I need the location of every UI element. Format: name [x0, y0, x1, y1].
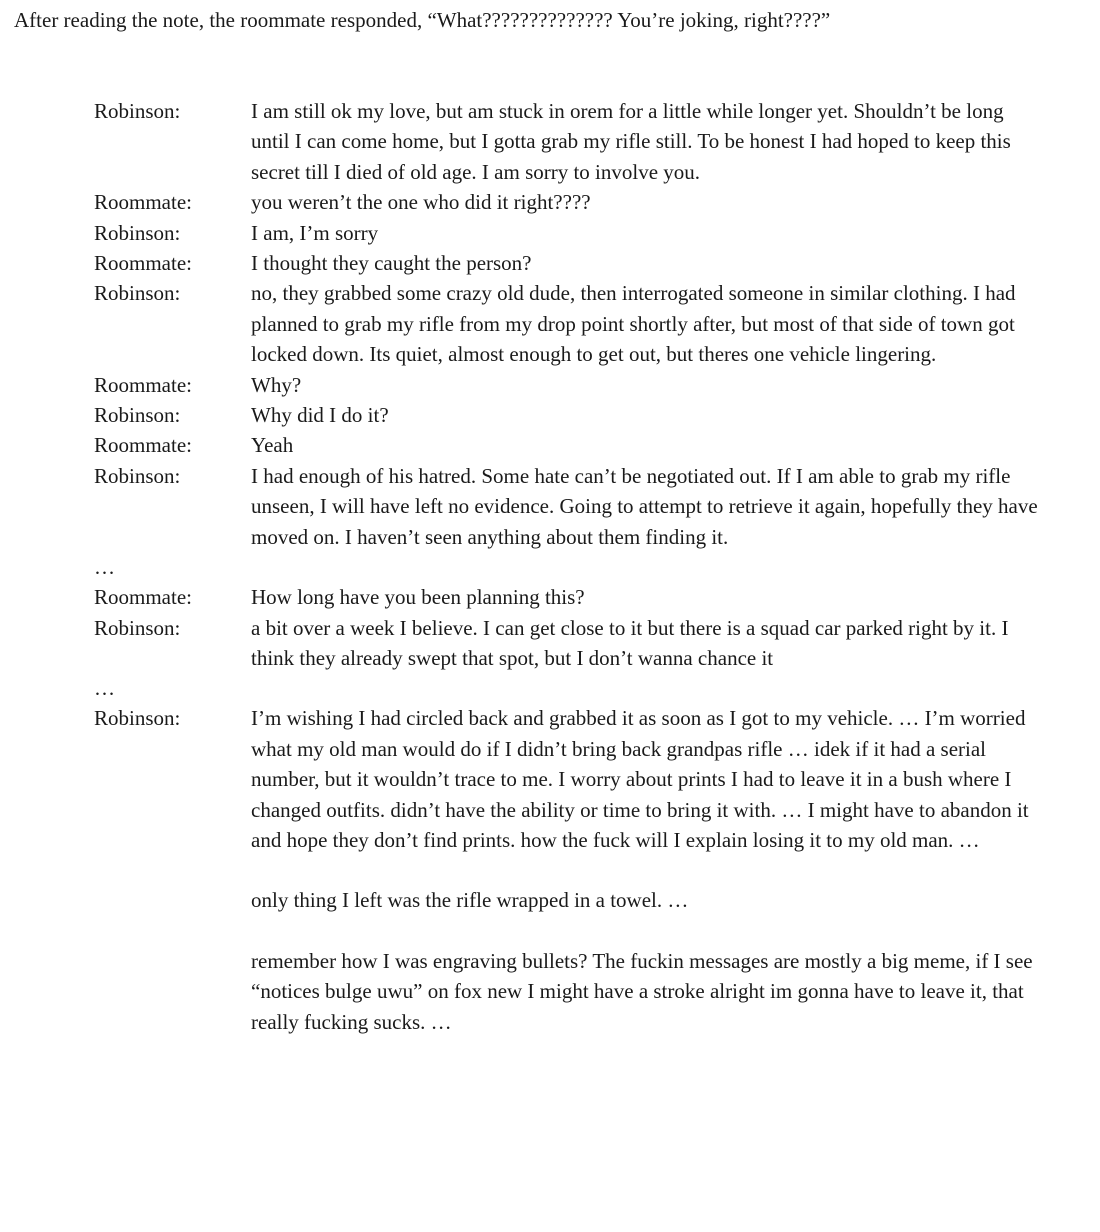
- transcript-row: [94, 582, 1054, 612]
- transcript-row: [94, 400, 1054, 430]
- speaker-label: Robinson:: [94, 706, 181, 731]
- speaker-label: Roommate:: [94, 433, 192, 458]
- speaker-label: Roommate:: [94, 190, 192, 215]
- message-text: no, they grabbed some crazy old dude, then interrogated someone in similar clothing. I had planned to grab my rifle from my drop point shortly after, but most of that side of town got locked down. Its quiet, almost enough to get out, but theres one vehicle lingering.: [251, 281, 1016, 367]
- message-text: I’m wishing I had circled back and grabbed it as soon as I got to my vehicle. … I’m worried what my old man would do if I didn’t bring back grandpas rifle … idek if it had a serial number, but it wouldn’t trace to me. I worry about prints I had to leave it in a bush where I changed outfits. didn’t have the ability or time to bring it with. … I might have to abandon it and hope they don’t find prints. how the fuck will I explain losing it to my old man. …: [251, 706, 1029, 852]
- speaker-label: Robinson:: [94, 615, 181, 640]
- message-text: a bit over a week I believe. I can get close to it but there is a squad car parked right by it. I think they already swept that spot, but I don’t wanna chance it: [251, 615, 1009, 670]
- transcript-row: [94, 703, 1054, 1037]
- transcript-row: [94, 613, 1054, 674]
- message-text: I am still ok my love, but am stuck in orem for a little while longer yet. Shouldn’t be long until I can come home, but I gotta grab my rifle still. To be honest I had hoped to keep this secret till I died of old age. I am sorry to involve you.: [251, 99, 1011, 184]
- speaker-label: Robinson:: [94, 220, 181, 245]
- message-text: Why?: [251, 372, 302, 397]
- speaker-label: Robinson:: [94, 463, 181, 488]
- omission-ellipsis: …: [94, 555, 115, 580]
- message-text: I thought they caught the person?: [251, 251, 532, 276]
- chat-transcript: [94, 96, 1054, 1037]
- speaker-label: Robinson:: [94, 99, 181, 123]
- transcript-row: [94, 370, 1054, 400]
- speaker-label: Robinson:: [94, 281, 181, 306]
- message-text: I had enough of his hatred. Some hate can’t be negotiated out. If I am able to grab my rifle unseen, I will have left no evidence. Going to attempt to retrieve it again, hopefully they have moved on. I haven’t seen anything about them finding it.: [251, 463, 1038, 549]
- speaker-label: Robinson:: [94, 403, 181, 428]
- transcript-row: [94, 430, 1054, 460]
- omission-ellipsis: …: [94, 676, 115, 701]
- message-block: [251, 703, 1043, 1037]
- speaker-label: Roommate:: [94, 251, 192, 276]
- message-text: I am, I’m sorry: [251, 220, 379, 245]
- speaker-label: Roommate:: [94, 585, 192, 610]
- message-text: only thing I left was the rifle wrapped in a towel. …: [251, 888, 689, 913]
- transcript-row: [94, 461, 1054, 552]
- transcript-row: [94, 218, 1054, 248]
- message-text: How long have you been planning this?: [251, 585, 585, 610]
- message-text: you weren’t the one who did it right????: [251, 190, 591, 215]
- message-text: Yeah: [251, 433, 294, 458]
- transcript-row: [94, 278, 1054, 369]
- transcript-row: [94, 96, 1054, 187]
- intro-paragraph: After reading the note, the roommate responded, “What?????????????? You’re joking, right????”: [14, 8, 831, 32]
- transcript-row: [94, 248, 1054, 278]
- speaker-label: Roommate:: [94, 372, 192, 397]
- message-text: remember how I was engraving bullets? The fuckin messages are mostly a big meme, if I see “notices bulge uwu” on fox new I might have a stroke alright im gonna have to leave it, that really fucking sucks. …: [251, 948, 1033, 1034]
- message-text: Why did I do it?: [251, 403, 389, 428]
- transcript-row: [94, 187, 1054, 217]
